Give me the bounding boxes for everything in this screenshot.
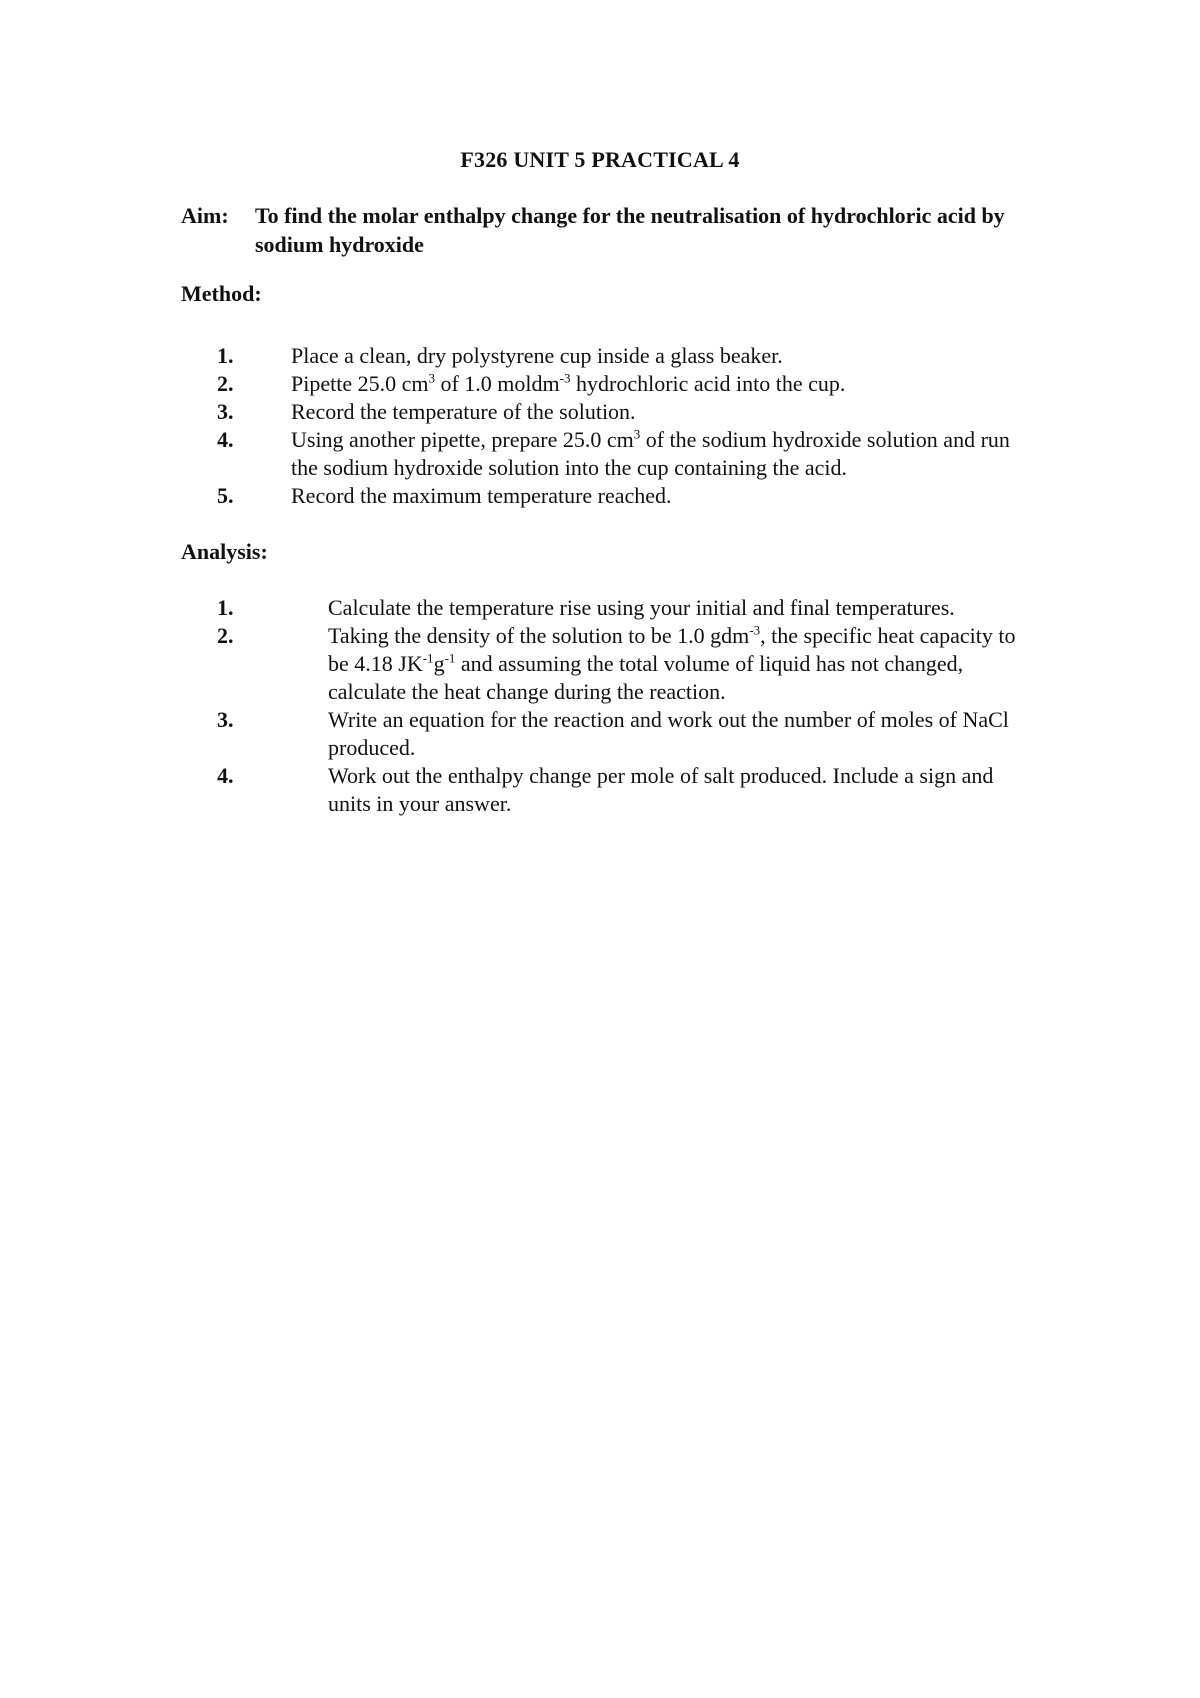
analysis-step [217, 762, 1037, 818]
analysis-heading: Analysis: [181, 539, 268, 564]
step-number: 2. [217, 623, 234, 648]
method-step [217, 398, 1017, 426]
step-text-part: Using another pipette, prepare 25.0 cm [291, 427, 634, 452]
step-text: Write an equation for the reaction and work out the number of moles of NaCl produced. [328, 707, 1009, 760]
step-text-part: Pipette 25.0 cm [291, 371, 429, 396]
step-number: 4. [217, 763, 234, 788]
analysis-list [217, 594, 1037, 818]
step-text-part: hydrochloric acid into the cup. [570, 371, 846, 396]
step-number: 4. [217, 427, 234, 452]
analysis-step [217, 706, 1037, 762]
method-list [217, 342, 1017, 510]
aim-label: Aim: [181, 203, 229, 228]
method-step [217, 342, 1017, 370]
superscript: 3 [428, 370, 435, 386]
method-step [217, 482, 1017, 510]
step-text-part: of the sodium hydroxide solution and run the sodium hydroxide solution into the cup containing the acid. [291, 427, 1010, 480]
step-text-part: of 1.0 moldm [434, 371, 560, 396]
step-text [291, 370, 1011, 398]
superscript: 3 [633, 426, 641, 442]
step-text-part: Taking the density of the solution to be 1.0 gdm [328, 623, 750, 648]
step-text: Place a clean, dry polystyrene cup inside a glass beaker. [291, 343, 783, 368]
step-text: Record the temperature of the solution. [291, 399, 636, 424]
step-number: 2. [217, 371, 234, 396]
step-number: 3. [217, 707, 234, 732]
method-heading: Method: [181, 281, 262, 306]
step-number: 1. [217, 343, 234, 368]
step-number: 5. [217, 483, 234, 508]
step-text-part: , the specific heat capacity to be 4.18 JK [328, 623, 1016, 676]
step-text-part: g [433, 651, 445, 676]
document-title: F326 UNIT 5 PRACTICAL 4 [460, 147, 740, 172]
superscript: -1 [444, 650, 456, 666]
step-text: Work out the enthalpy change per mole of salt produced. Include a sign and units in your answer. [328, 763, 994, 816]
step-number: 3. [217, 399, 234, 424]
analysis-step [217, 594, 1037, 622]
step-text [328, 622, 1028, 706]
step-text [291, 426, 1011, 482]
analysis-step [217, 622, 1037, 706]
method-step [217, 426, 1017, 482]
step-text: Calculate the temperature rise using your initial and final temperatures. [328, 595, 955, 620]
step-number: 1. [217, 595, 234, 620]
step-text: Record the maximum temperature reached. [291, 483, 672, 508]
superscript: -3 [749, 622, 761, 638]
method-step [217, 370, 1017, 398]
superscript: -3 [559, 370, 571, 386]
superscript: -1 [422, 650, 434, 666]
step-text-part: and assuming the total volume of liquid has not changed, calculate the heat change during the reaction. [328, 651, 964, 704]
aim-text: To find the molar enthalpy change for the neutralisation of hydrochloric acid by sodium hydroxide [255, 203, 1005, 257]
